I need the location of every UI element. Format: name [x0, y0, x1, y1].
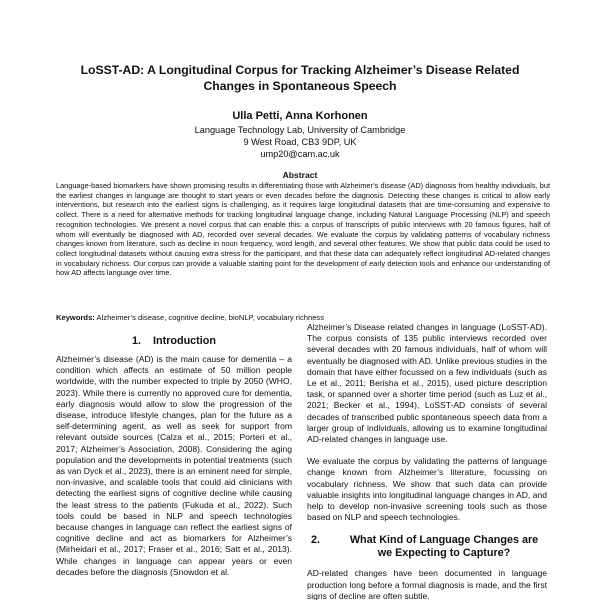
- paper-authors: Ulla Petti, Anna Korhonen: [232, 110, 368, 122]
- left-column: [56, 335, 292, 578]
- section-2-title-line-2: we Expecting to Capture?: [377, 547, 511, 560]
- section-heading-2: [307, 534, 547, 560]
- right-paragraph-1: Alzheimer’s Disease related changes in language (LoSST-AD). The corpus consists of 135 public interviews recorded over several decades with 20 famous individuals, half of whom will eventually be diagnosed with AD. Unlike previous studies in the domain that have either focussed on a few individuals (such as Le et al., 2011; Berisha et al., 2015), used picture description task, or spanned over a shorter time period (such as Luz et al., 2021; Becker et al., 1994), LoSST-AD consists of several decades of transcribed public spontaneous speech data from a larger group of individuals, allowing us to examine longitudinal AD-related changes in language use.: [307, 322, 547, 445]
- section-2-number: 2.: [311, 534, 321, 547]
- keywords-text: Alzheimer’s disease, cognitive decline, bioNLP, vocabulary richness: [94, 313, 325, 322]
- section-2-title: [341, 534, 547, 560]
- right-paragraph-2: We evaluate the corpus by validating the patterns of language change known from Alzheimer’s literature, focussing on vocabulary richness. We show that such data can provide valuable insights into longitudinal language changes in AD, and help to develop non-invasive screening tools such as those based on NLP and speech technologies.: [307, 456, 547, 523]
- section-2-paragraph: AD-related changes have been documented in language production long before a formal diagnosis is made, and the first signs of decline are often subtle.: [307, 568, 547, 600]
- section-2-title-line-1: What Kind of Language Changes are: [349, 534, 539, 547]
- right-column: [307, 322, 547, 600]
- paper-title-line-2: Changes in Spontaneous Speech: [203, 79, 397, 93]
- email: ump20@cam.ac.uk: [260, 149, 340, 159]
- paper-title: [40, 62, 560, 94]
- address: 9 West Road, CB3 9DP, UK: [243, 137, 357, 147]
- introduction-paragraph: Alzheimer’s disease (AD) is the main cause for dementia – a condition which affects an estimate of 50 million people worldwide, with the number expected to triple by 2050 (WHO, 2023). While there is currently no approved cure for dementia, early diagnosis would allow to slow the progression of the disease, introduce lifestyle changes, plan for the future as a self-determining agent, as well as seek for support from relevant outside sources (Calza et al., 2015; Porteri et al., 2017; Alzheimer’s Association, 2008). Considering the aging population and the developments in potential treatments (such as van Dyck et al., 2023), there is an eminent need for simple, non-invasive, and scalable tools that could aid clinicians with detecting the earliest signs of cognitive decline while causing the least stress to the patients (Fukuda et al., 2022). Such tools could be based in NLP and speech technologies because changes in language can reflect the earliest signs of cognitive decline and act as biomarkers for Alzheimer’s (Mirheidari et al., 2017; Fraser et al., 2016; Satt et al., 2013). While changes in language can appear years or even decades before the diagnosis (Snowdon et al.: [56, 354, 292, 577]
- section-heading-introduction: 1. Introduction: [132, 335, 216, 347]
- keywords-label: Keywords:: [56, 313, 95, 322]
- paper-title-line-1: LoSST-AD: A Longitudinal Corpus for Tracking Alzheimer’s Disease Related: [80, 63, 520, 77]
- abstract-text: Language-based biomarkers have shown promising results in differentiating those with Alzheimer’s disease (AD) diagnosis from healthy individuals, but the earliest changes in language are thought to start years or even decades before the diagnosis. Detecting these changes is critical to allow early interventions, but research into the earliest signs is challenging, as it requires large longitudinal datasets that are time-consuming and expensive to collect. There is a need for alternative methods for tracking longitudinal language change, including Natural Language Processing (NLP) and speech recognition technologies. We present a novel corpus that can enable this: a corpus of transcripts of public interviews with 20 famous figures, half of whom will eventually be diagnosed with AD, recorded over several decades. We evaluate the corpus by validating patterns of vocabulary richness changes known from literature, such as decline in noun frequency, word length, and several other features. We show that public data could be used to collect longitudinal datasets without causing extra stress for the participant, and that these data can adequately reflect longitudinal AD-related changes in vocabulary richness. Our corpus can provide a valuable starting point for the development of early detection tools and enhance our understanding of how AD affects language over time.: [56, 181, 550, 278]
- author-affiliation-block: [0, 124, 600, 160]
- affiliation: Language Technology Lab, University of Cambridge: [194, 125, 406, 135]
- abstract-heading: Abstract: [282, 170, 318, 180]
